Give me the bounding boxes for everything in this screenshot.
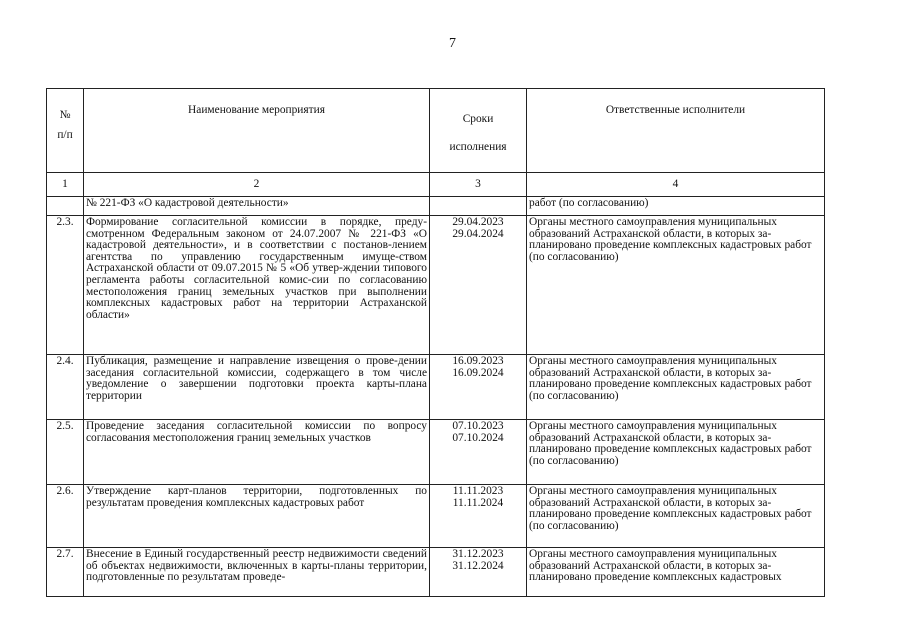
table-row [47, 216, 825, 355]
continuation-row [47, 197, 825, 216]
row-deadlines [430, 548, 527, 597]
deadline-2024: 11.11.2024 [452, 496, 504, 509]
activities-table [46, 88, 825, 597]
continuation-date [430, 197, 527, 216]
table-row [47, 420, 825, 485]
row-responsible: Органы местного самоуправления муниципальных образований Астраханской области, в которых за-планировано проведение комплексных кадастровых работ (по согласованию) [527, 420, 825, 485]
column-index-3: 3 [430, 173, 527, 197]
row-activity: Внесение в Единый государственный реестр недвижимости сведений об объектах недвижимости, включенных в карты-планы территории, подготовленные по результатам проведе- [84, 548, 430, 597]
deadline-2023: 31.12.2023 [452, 548, 504, 560]
deadline-2023: 16.09.2023 [452, 355, 504, 367]
table-row [47, 355, 825, 420]
deadline-2024: 16.09.2024 [452, 366, 504, 379]
header-number-line1: № [59, 109, 71, 121]
column-index-2: 2 [84, 173, 430, 197]
row-activity: Публикация, размещение и направление извещения о прове-дении заседания согласительной комиссии, содержащего в том числе уведомление о завершении подготовки проекта карты-плана территории [84, 355, 430, 420]
row-responsible: Органы местного самоуправления муниципальных образований Астраханской области, в которых за-планировано проведение комплексных кадастровых работ (по согласованию) [527, 216, 825, 355]
page-number: 7 [449, 36, 456, 51]
header-number-line2: п/п [57, 129, 73, 141]
row-responsible: Органы местного самоуправления муниципальных образований Астраханской области, в которых за-планировано проведение комплексных кадастровых работ (по согласованию) [527, 485, 825, 548]
deadline-2023: 07.10.2023 [452, 420, 504, 432]
header-deadlines-line1: Сроки [462, 113, 494, 125]
deadline-2024: 29.04.2024 [452, 227, 504, 240]
column-index-4: 4 [527, 173, 825, 197]
continuation-responsible: работ (по согласованию) [527, 197, 825, 216]
header-number [47, 89, 84, 173]
row-responsible: Органы местного самоуправления муниципальных образований Астраханской области, в которых за-планировано проведение комплексных кадастровых [527, 548, 825, 597]
row-activity: Формирование согласительной комиссии в порядке, преду-смотренном Федеральным законом от 24.07.2007 № 221-ФЗ «О кадастровой деятельности», и в соответствии с постанов-лением агентства по управлению государственным имуще-ством Астраханской области от 09.07.2015 № 5 «Об утвер-ждении типового регламента работы согласительной комис-сии по согласованию местоположения границ земельных участков при выполнении комплексных кадастровых работ на территории Астраханской области» [84, 216, 430, 355]
header-activity-name: Наименование мероприятия [84, 89, 430, 173]
table-row [47, 548, 825, 597]
header-responsible: Ответственные исполнители [527, 89, 825, 173]
row-number: 2.6. [47, 485, 84, 548]
row-deadlines [430, 485, 527, 548]
column-index-row [47, 173, 825, 197]
deadline-2024: 07.10.2024 [452, 431, 504, 444]
row-number: 2.5. [47, 420, 84, 485]
row-number: 2.4. [47, 355, 84, 420]
column-index-1: 1 [47, 173, 84, 197]
row-number: 2.7. [47, 548, 84, 597]
row-responsible: Органы местного самоуправления муниципальных образований Астраханской области, в которых за-планировано проведение комплексных кадастровых работ (по согласованию) [527, 355, 825, 420]
deadline-2023: 11.11.2023 [452, 485, 504, 497]
table-header-row [47, 89, 825, 173]
deadline-2023: 29.04.2023 [452, 216, 504, 228]
header-deadlines-line2: исполнения [449, 141, 507, 153]
continuation-name: № 221-ФЗ «О кадастровой деятельности» [84, 197, 430, 216]
row-deadlines [430, 355, 527, 420]
row-activity: Утверждение карт-планов территории, подготовленных по результатам проведения комплексных кадастровых работ [84, 485, 430, 548]
table-row [47, 485, 825, 548]
row-deadlines [430, 216, 527, 355]
row-number: 2.3. [47, 216, 84, 355]
continuation-number [47, 197, 84, 216]
row-activity: Проведение заседания согласительной комиссии по вопросу согласования местоположения границ земельных участков [84, 420, 430, 485]
header-deadlines [430, 89, 527, 173]
row-deadlines [430, 420, 527, 485]
deadline-2024: 31.12.2024 [452, 559, 504, 572]
